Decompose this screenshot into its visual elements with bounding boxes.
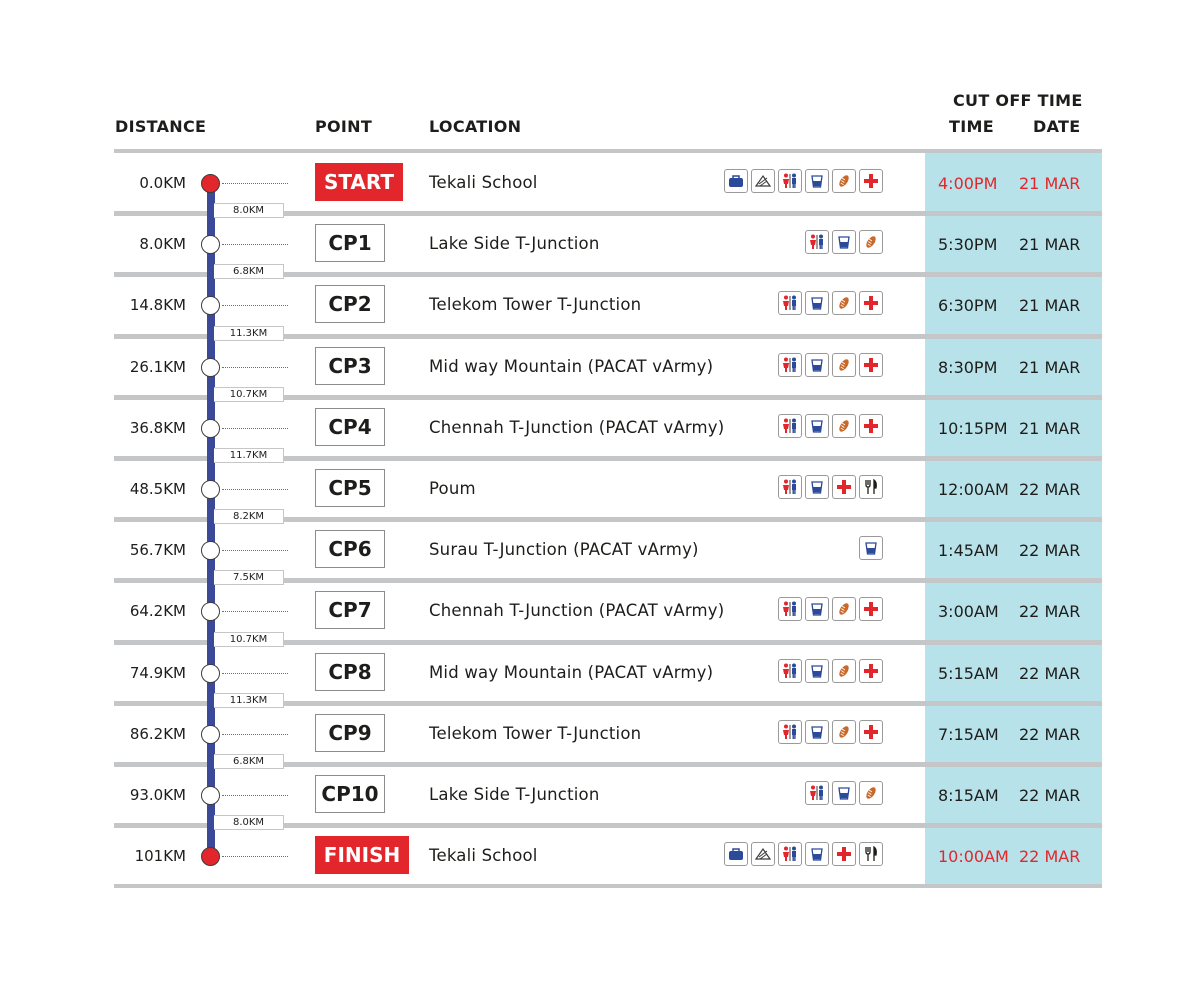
- bag-icon: [724, 169, 748, 193]
- segment-distance-label: 11.7KM: [214, 448, 284, 463]
- distance-value: 101KM: [134, 847, 186, 865]
- dotted-leader: [222, 428, 288, 429]
- route-checkpoint-marker: [201, 358, 220, 377]
- toilet-icon: [778, 720, 802, 744]
- dotted-leader: [222, 183, 288, 184]
- distance-value: 0.0KM: [139, 174, 186, 192]
- segment-distance-label: 10.7KM: [214, 632, 284, 647]
- cutoff-time: 5:30PM: [938, 235, 998, 254]
- dotted-leader: [222, 611, 288, 612]
- point-badge: CP6: [315, 530, 385, 568]
- dotted-leader: [222, 489, 288, 490]
- water-icon: [832, 781, 856, 805]
- dotted-leader: [222, 795, 288, 796]
- route-checkpoint-marker: [201, 786, 220, 805]
- first-aid-icon: [832, 475, 856, 499]
- distance-value: 86.2KM: [129, 725, 186, 743]
- water-icon: [805, 353, 829, 377]
- point-header: POINT: [315, 117, 373, 136]
- water-icon: [805, 475, 829, 499]
- toilet-icon: [778, 659, 802, 683]
- distance-value: 56.7KM: [129, 541, 186, 559]
- tent-icon: [751, 842, 775, 866]
- location-name: Tekali School: [429, 846, 538, 865]
- food-icon: [832, 597, 856, 621]
- toilet-icon: [805, 781, 829, 805]
- first-aid-icon: [859, 659, 883, 683]
- cutoff-date: 22 MAR: [1019, 725, 1081, 744]
- cutoff-date: 22 MAR: [1019, 602, 1081, 621]
- water-icon: [832, 230, 856, 254]
- cutoff-time: 10:00AM: [938, 847, 1009, 866]
- toilet-icon: [778, 414, 802, 438]
- cutoff-time-header: CUT OFF TIME: [953, 91, 1083, 110]
- toilet-icon: [778, 169, 802, 193]
- table-row: [0, 520, 1200, 581]
- segment-distance-label: 7.5KM: [214, 570, 284, 585]
- point-badge: CP9: [315, 714, 385, 752]
- cutoff-time: 12:00AM: [938, 480, 1009, 499]
- segment-distance-label: 6.8KM: [214, 754, 284, 769]
- first-aid-icon: [859, 169, 883, 193]
- dotted-leader: [222, 734, 288, 735]
- first-aid-icon: [859, 414, 883, 438]
- dotted-leader: [222, 673, 288, 674]
- toilet-icon: [778, 597, 802, 621]
- dotted-leader: [222, 856, 288, 857]
- route-checkpoint-marker: [201, 235, 220, 254]
- dotted-leader: [222, 244, 288, 245]
- water-icon: [805, 659, 829, 683]
- cutoff-date: 22 MAR: [1019, 847, 1081, 866]
- segment-distance-label: 11.3KM: [214, 326, 284, 341]
- toilet-icon: [778, 291, 802, 315]
- distance-value: 14.8KM: [129, 296, 186, 314]
- facility-icons: [805, 781, 883, 805]
- dotted-leader: [222, 305, 288, 306]
- location-name: Telekom Tower T-Junction: [429, 295, 642, 314]
- food-icon: [832, 659, 856, 683]
- location-name: Mid way Mountain (PACAT vArmy): [429, 663, 714, 682]
- cutoff-date: 22 MAR: [1019, 541, 1081, 560]
- distance-header: DISTANCE: [115, 117, 207, 136]
- location-name: Telekom Tower T-Junction: [429, 724, 642, 743]
- location-name: Poum: [429, 479, 476, 498]
- food-icon: [832, 353, 856, 377]
- location-name: Lake Side T-Junction: [429, 785, 600, 804]
- cutoff-time: 10:15PM: [938, 419, 1008, 438]
- water-icon: [805, 169, 829, 193]
- table-row: [0, 337, 1200, 398]
- food-icon: [832, 169, 856, 193]
- first-aid-icon: [859, 597, 883, 621]
- point-badge: CP3: [315, 347, 385, 385]
- food-icon: [832, 291, 856, 315]
- facility-icons: [778, 659, 883, 683]
- cutoff-time: 5:15AM: [938, 664, 999, 683]
- dotted-leader: [222, 550, 288, 551]
- facility-icons: [778, 414, 883, 438]
- segment-distance-label: 11.3KM: [214, 693, 284, 708]
- distance-value: 26.1KM: [129, 358, 186, 376]
- cutoff-date: 21 MAR: [1019, 174, 1081, 193]
- table-row: [0, 643, 1200, 704]
- food-icon: [859, 230, 883, 254]
- table-row: [0, 275, 1200, 336]
- first-aid-icon: [859, 720, 883, 744]
- location-name: Surau T-Junction (PACAT vArmy): [429, 540, 699, 559]
- cutoff-date: 22 MAR: [1019, 480, 1081, 499]
- distance-value: 93.0KM: [129, 786, 186, 804]
- table-row: [0, 826, 1200, 887]
- point-badge: FINISH: [315, 836, 409, 874]
- point-badge: CP7: [315, 591, 385, 629]
- route-checkpoint-marker: [201, 296, 220, 315]
- water-icon: [805, 414, 829, 438]
- location-header: LOCATION: [429, 117, 522, 136]
- point-badge: CP4: [315, 408, 385, 446]
- water-icon: [805, 291, 829, 315]
- route-checkpoint-marker: [201, 602, 220, 621]
- facility-icons: [778, 291, 883, 315]
- point-badge: CP1: [315, 224, 385, 262]
- location-name: Chennah T-Junction (PACAT vArmy): [429, 418, 725, 437]
- table-row: [0, 765, 1200, 826]
- table-row: [0, 214, 1200, 275]
- facility-icons: [778, 353, 883, 377]
- route-endpoint-marker: [201, 174, 220, 193]
- point-badge: START: [315, 163, 403, 201]
- water-icon: [805, 842, 829, 866]
- first-aid-icon: [859, 291, 883, 315]
- segment-distance-label: 8.0KM: [214, 815, 284, 830]
- cutoff-date: 21 MAR: [1019, 296, 1081, 315]
- distance-value: 48.5KM: [129, 480, 186, 498]
- dotted-leader: [222, 367, 288, 368]
- route-checkpoint-marker: [201, 541, 220, 560]
- tent-icon: [751, 169, 775, 193]
- cutoff-time: 8:15AM: [938, 786, 999, 805]
- table-row: [0, 398, 1200, 459]
- cutoff-time: 8:30PM: [938, 358, 998, 377]
- toilet-icon: [778, 842, 802, 866]
- facility-icons: [724, 842, 883, 866]
- segment-distance-label: 10.7KM: [214, 387, 284, 402]
- route-endpoint-marker: [201, 847, 220, 866]
- first-aid-icon: [859, 353, 883, 377]
- table-row: [0, 581, 1200, 642]
- cutlery-icon: [859, 842, 883, 866]
- cutoff-time: 1:45AM: [938, 541, 999, 560]
- facility-icons: [778, 720, 883, 744]
- facility-icons: [778, 597, 883, 621]
- food-icon: [859, 781, 883, 805]
- cutoff-date: 21 MAR: [1019, 358, 1081, 377]
- cutoff-time: 3:00AM: [938, 602, 999, 621]
- point-badge: CP8: [315, 653, 385, 691]
- toilet-icon: [778, 353, 802, 377]
- segment-distance-label: 8.2KM: [214, 509, 284, 524]
- route-checkpoint-marker: [201, 725, 220, 744]
- point-badge: CP10: [315, 775, 385, 813]
- facility-icons: [724, 169, 883, 193]
- route-checkpoint-marker: [201, 480, 220, 499]
- time-header: TIME: [949, 117, 994, 136]
- route-checkpoint-marker: [201, 419, 220, 438]
- cutoff-time: 4:00PM: [938, 174, 998, 193]
- location-name: Chennah T-Junction (PACAT vArmy): [429, 601, 725, 620]
- distance-value: 36.8KM: [129, 419, 186, 437]
- point-badge: CP2: [315, 285, 385, 323]
- table-row: [0, 459, 1200, 520]
- cutoff-date: 21 MAR: [1019, 235, 1081, 254]
- route-checkpoint-marker: [201, 664, 220, 683]
- cutlery-icon: [859, 475, 883, 499]
- water-icon: [805, 597, 829, 621]
- segment-distance-label: 8.0KM: [214, 203, 284, 218]
- date-header: DATE: [1033, 117, 1081, 136]
- facility-icons: [778, 475, 883, 499]
- point-badge: CP5: [315, 469, 385, 507]
- distance-value: 8.0KM: [139, 235, 186, 253]
- facility-icons: [805, 230, 883, 254]
- location-name: Lake Side T-Junction: [429, 234, 600, 253]
- cutoff-date: 22 MAR: [1019, 664, 1081, 683]
- distance-value: 74.9KM: [129, 664, 186, 682]
- toilet-icon: [778, 475, 802, 499]
- cutoff-time: 7:15AM: [938, 725, 999, 744]
- food-icon: [832, 414, 856, 438]
- water-icon: [805, 720, 829, 744]
- facility-icons: [859, 536, 883, 560]
- location-name: Mid way Mountain (PACAT vArmy): [429, 357, 714, 376]
- segment-distance-label: 6.8KM: [214, 264, 284, 279]
- cutoff-time: 6:30PM: [938, 296, 998, 315]
- distance-value: 64.2KM: [129, 602, 186, 620]
- cutoff-date: 22 MAR: [1019, 786, 1081, 805]
- water-icon: [859, 536, 883, 560]
- table-row: [0, 153, 1200, 214]
- location-name: Tekali School: [429, 173, 538, 192]
- cutoff-date: 21 MAR: [1019, 419, 1081, 438]
- bag-icon: [724, 842, 748, 866]
- first-aid-icon: [832, 842, 856, 866]
- toilet-icon: [805, 230, 829, 254]
- table-row: [0, 704, 1200, 765]
- food-icon: [832, 720, 856, 744]
